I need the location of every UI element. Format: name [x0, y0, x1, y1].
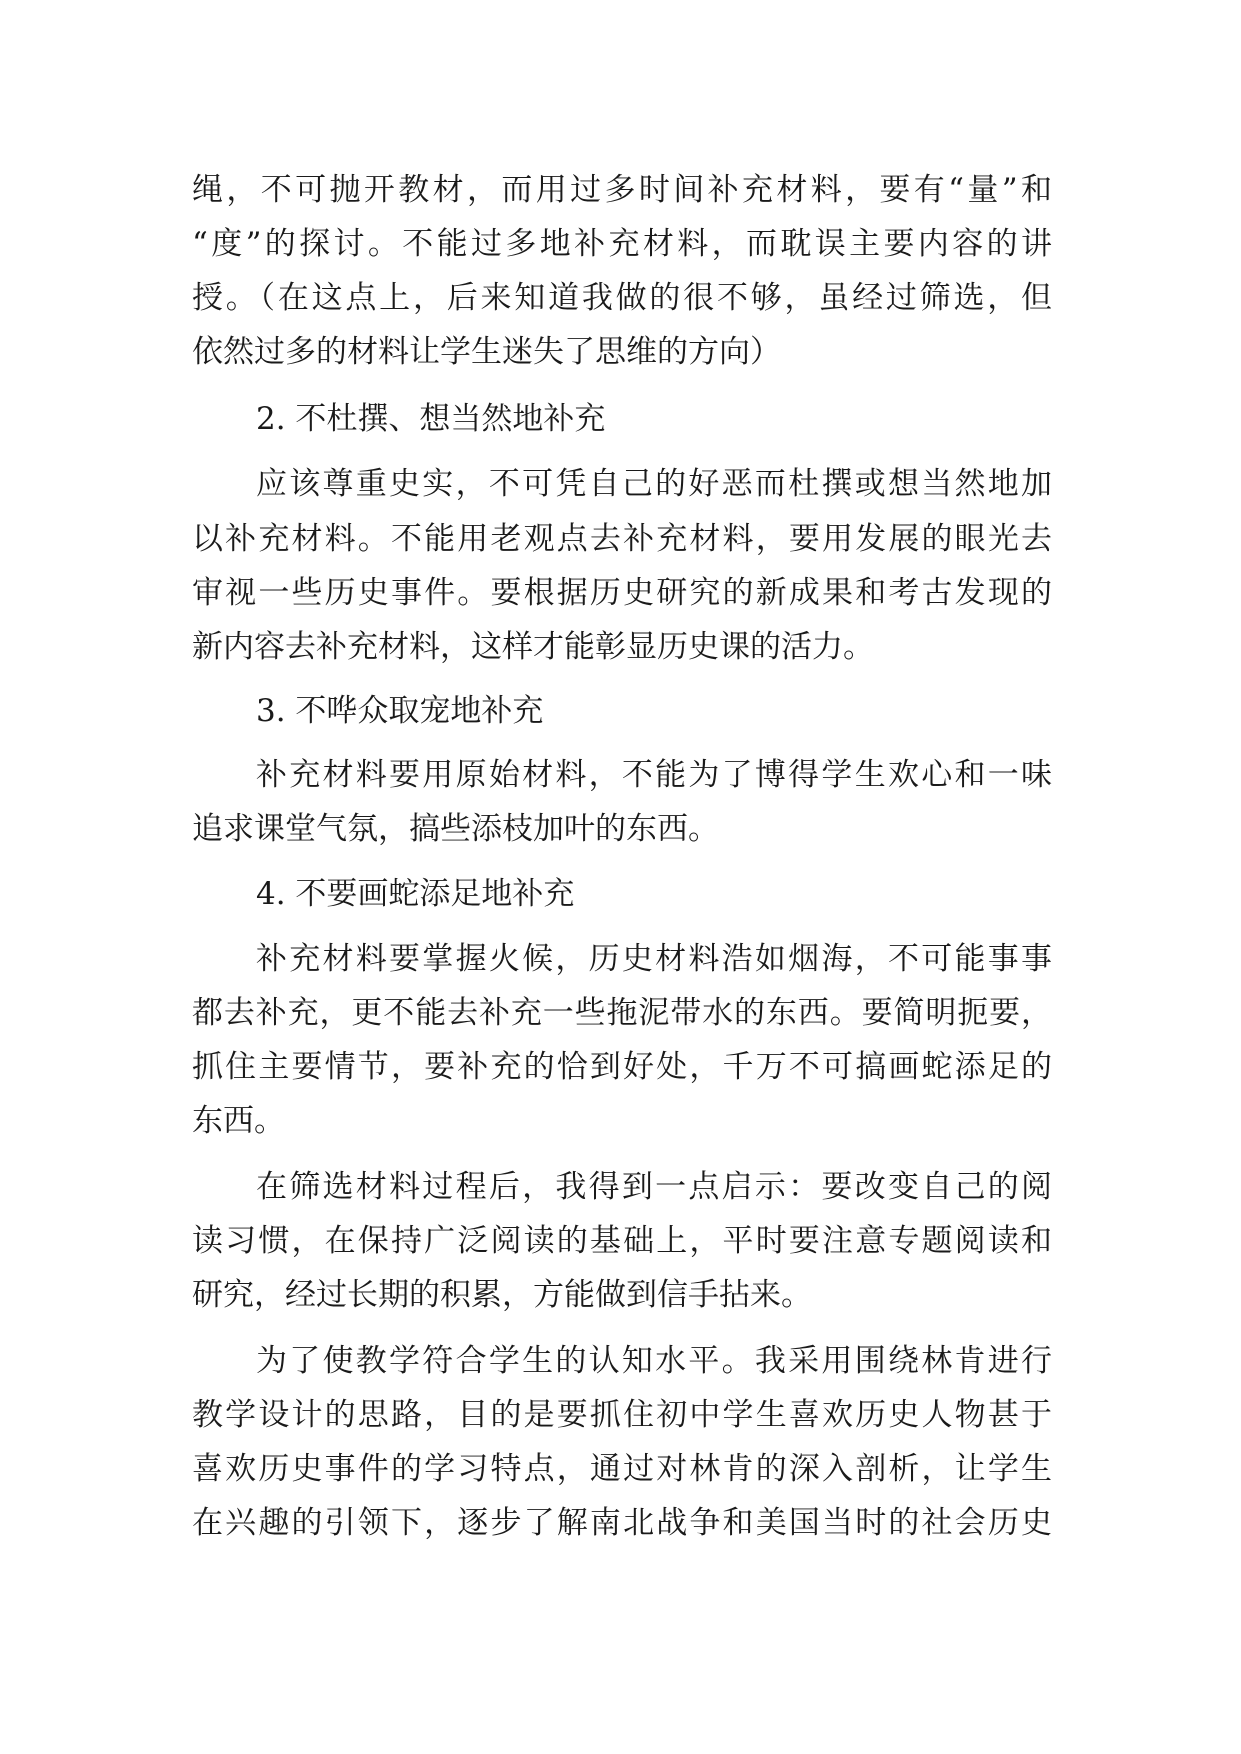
text-line: 为了使教学符合学生的认知水平。我采用围绕林肯进行	[256, 1343, 1052, 1379]
text-line: 应该尊重史实，不可凭自己的好恶而杜撰或想当然地加	[256, 466, 1052, 502]
text-line: 读习惯，在保持广泛阅读的基础上，平时要注意专题阅读和	[192, 1223, 1052, 1259]
text-line: 在兴趣的引领下，逐步了解南北战争和美国当时的社会历史	[192, 1505, 1052, 1541]
text-line: 新内容去补充材料，这样才能彰显历史课的活力。	[192, 629, 874, 665]
text-line: 绳，不可抛开教材，而用过多时间补充材料，要有“量”和	[192, 172, 1052, 208]
text-line: 审视一些历史事件。要根据历史研究的新成果和考古发现的	[192, 575, 1052, 611]
text-line: 抓住主要情节，要补充的恰到好处，千万不可搞画蛇添足的	[192, 1049, 1052, 1085]
section-heading: 3. 不哗众取宠地补充	[256, 693, 544, 729]
text-line: 在筛选材料过程后，我得到一点启示：要改变自己的阅	[256, 1169, 1052, 1205]
text-line: 补充材料要用原始材料，不能为了博得学生欢心和一味	[256, 757, 1052, 793]
text-line: 喜欢历史事件的学习特点，通过对林肯的深入剖析，让学生	[192, 1451, 1052, 1487]
text-line: 研究，经过长期的积累，方能做到信手拈来。	[192, 1277, 812, 1313]
section-heading: 2. 不杜撰、想当然地补充	[256, 401, 606, 437]
text-line: 都去补充，更不能去补充一些拖泥带水的东西。要简明扼要，	[192, 995, 1052, 1031]
text-line: 授。（在这点上，后来知道我做的很不够，虽经过筛选，但	[192, 280, 1052, 316]
text-line: 依然过多的材料让学生迷失了思维的方向）	[192, 334, 781, 370]
text-line: 补充材料要掌握火候，历史材料浩如烟海，不可能事事	[256, 941, 1052, 977]
text-line: 教学设计的思路，目的是要抓住初中学生喜欢历史人物甚于	[192, 1397, 1052, 1433]
text-line: 以补充材料。不能用老观点去补充材料，要用发展的眼光去	[192, 521, 1052, 557]
text-line: “度”的探讨。不能过多地补充材料，而耽误主要内容的讲	[192, 226, 1052, 262]
text-line: 追求课堂气氛，搞些添枝加叶的东西。	[192, 811, 719, 847]
section-heading: 4. 不要画蛇添足地补充	[256, 876, 575, 912]
text-line: 东西。	[192, 1103, 285, 1139]
